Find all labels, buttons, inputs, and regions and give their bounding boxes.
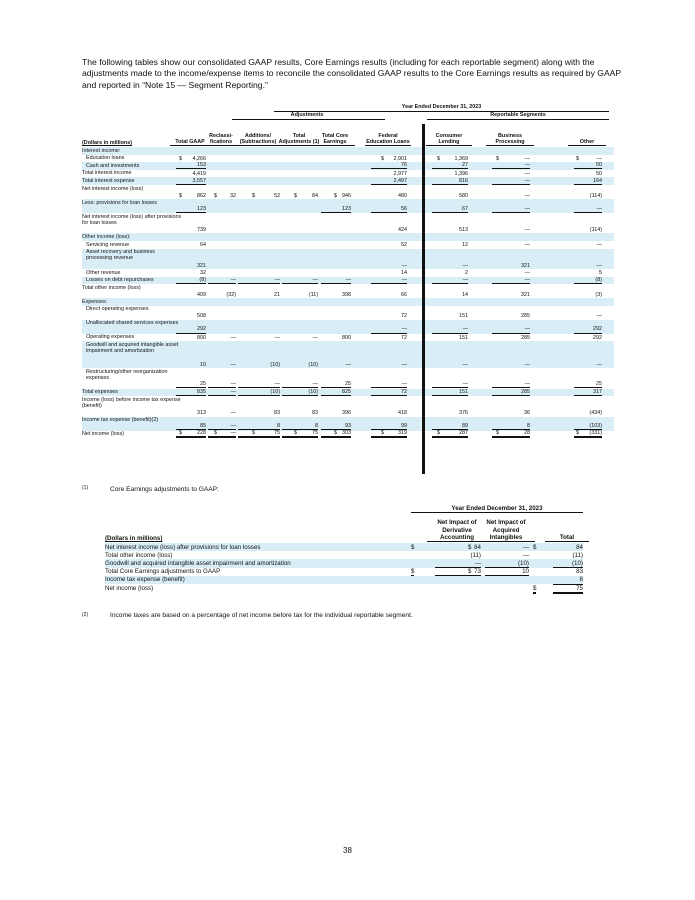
table1-cell: 409 — [197, 291, 206, 298]
table1-row-label: Total interest expense — [82, 177, 135, 184]
table1-row-label: Interest income: — [82, 147, 121, 154]
table1-cell: 25 — [574, 381, 602, 388]
table1-row — [82, 147, 614, 155]
table1-period-header: Year Ended December 31, 2023 — [401, 104, 482, 110]
table1-cell: 67 — [432, 206, 468, 213]
table1-cell: — — [208, 430, 236, 438]
dollar-sign: $ — [496, 430, 499, 438]
table1-cell: — — [524, 192, 530, 199]
table1-row — [82, 185, 614, 199]
table2-col-header-text: Net Impact of Derivative Accounting — [437, 519, 477, 541]
dollar-sign: $ — [214, 192, 217, 199]
table1-cell: — — [208, 381, 236, 388]
table1-row — [82, 298, 614, 306]
table1-row-label: Direct operating expenses — [86, 306, 149, 313]
table1-cell: 25 — [321, 381, 351, 388]
table1-row — [82, 368, 614, 388]
table1-col-header-text: Total Core Earnings — [321, 132, 349, 145]
table1-col-header-text: Business Processing — [495, 132, 525, 145]
dollar-sign: $ — [179, 155, 182, 162]
table1-cell: 835 — [176, 389, 206, 396]
table1-row — [82, 320, 614, 334]
table1-row-label: Education loans — [86, 155, 125, 162]
table1-cell: 2,977 — [393, 171, 407, 177]
table2-col-header-text: Net Impact of Acquired Intangibles — [486, 519, 526, 541]
table1-row-label: Income tax expense (benefit)(2) — [82, 417, 159, 424]
table1-row — [82, 306, 614, 320]
table1-cell: 12 — [462, 242, 468, 249]
table2-row-label: Goodwill and acquired intangible asset impairment and amortization — [105, 559, 291, 567]
table2-cell: 84 — [474, 543, 481, 551]
table1-cell: 93 — [321, 423, 351, 430]
table1-cell: 123 — [176, 206, 206, 213]
table1-col-header-text: Other — [579, 138, 595, 145]
table1-row — [82, 334, 614, 342]
table2-row — [105, 568, 583, 576]
table1-cell: 52 — [274, 192, 280, 199]
table1-col-header — [315, 122, 355, 146]
table1-row-label: Total expenses — [82, 389, 118, 396]
table1-cell: — — [208, 277, 236, 284]
table1-col-header-text: Consumer Lending — [435, 132, 463, 145]
table1-col-header-text: Total GAAP — [175, 138, 205, 145]
table1-cell: 292 — [176, 326, 206, 333]
dollar-sign: $ — [179, 192, 182, 199]
table1-row-label: Less: provisions for loan losses — [82, 199, 157, 206]
dollar-sign: $ — [381, 430, 384, 438]
dollar-sign: $ — [334, 430, 337, 438]
table1-row-label: Goodwill and acquired intangible asset impairment and amortization — [86, 341, 179, 355]
table1-cell: 32 — [200, 270, 206, 277]
table2-cell: (11) — [470, 551, 481, 559]
segments-group-header: Reportable Segments — [490, 112, 546, 118]
table1-cell: 292 — [593, 335, 602, 341]
table1-cell: — — [492, 162, 530, 169]
table1-cell: — — [432, 326, 468, 333]
table1-row-label: Servicing revenue — [86, 241, 130, 248]
table1-cell: 2 — [465, 270, 468, 277]
table1-cell: 50 — [574, 162, 602, 169]
table1-cell: — — [401, 361, 407, 368]
table1-cell: — — [596, 262, 602, 269]
table2-dollars-label: (Dollars in millions) — [105, 535, 163, 542]
table1-cell: (8) — [176, 277, 206, 284]
table1-cell: 3,557 — [176, 178, 206, 185]
table1-row — [82, 170, 614, 178]
table1-cell: 50 — [596, 171, 602, 177]
table1-cell: — — [238, 381, 280, 388]
table1-col-header — [426, 122, 472, 146]
dollar-sign: $ — [411, 543, 415, 551]
table1-row-label: Restructuring/other reorganization expenses — [86, 368, 168, 381]
table1-cell: 151 — [432, 389, 468, 396]
table2-cell: 8 — [553, 576, 583, 584]
table1-row — [82, 241, 614, 249]
table1-cell: — — [492, 277, 530, 284]
table1-cell: 72 — [371, 389, 407, 396]
table2-cell: 84 — [576, 543, 583, 551]
table1-col-header — [568, 122, 606, 146]
dollar-sign: $ — [468, 543, 472, 551]
table1-cell: — — [596, 361, 602, 368]
table1-cell: 99 — [371, 423, 407, 430]
table1-col-header-text: Total Adjustments (1) — [278, 132, 320, 145]
table1-row — [82, 396, 614, 416]
table1-cell: 285 — [521, 335, 530, 341]
table2-cell: 10 — [485, 568, 529, 577]
table1-cell: (10) — [270, 361, 280, 368]
dollar-sign: $ — [496, 155, 499, 162]
table1-cell: 32 — [230, 192, 236, 199]
table1-cell: (10) — [282, 389, 318, 396]
table1-cell: — — [371, 326, 407, 333]
table1-cell: 76 — [371, 162, 407, 169]
table1-cell: — — [321, 277, 351, 284]
dollar-sign: $ — [252, 430, 255, 438]
table1-cell: 424 — [398, 227, 407, 233]
table1-row-label: Expenses: — [82, 298, 108, 305]
table1-cell: — — [282, 381, 318, 388]
table1-cell: — — [492, 206, 530, 213]
table1-cell: 303 — [321, 430, 351, 438]
table1-cell: — — [230, 361, 236, 368]
table1-cell: 89 — [432, 423, 468, 430]
table1-row — [82, 199, 614, 213]
table1-cell: 321 — [197, 262, 206, 269]
table1-cell: — — [596, 313, 602, 320]
table1-cell: 164 — [574, 178, 602, 185]
table1-cell: — — [432, 381, 468, 388]
table1-cell: 75 — [282, 430, 318, 438]
table1-cell: 580 — [459, 192, 468, 199]
segment-divider — [422, 124, 425, 474]
table1-row-label: Other income (loss): — [82, 233, 131, 240]
dollar-sign: $ — [576, 155, 579, 162]
table1-col-header — [365, 122, 411, 146]
table1-cell: — — [524, 270, 530, 277]
table1-cell: 56 — [371, 206, 407, 213]
table1-cell: (434) — [589, 410, 602, 417]
table1-cell: — — [371, 277, 407, 284]
table2-cell: 73 — [435, 568, 481, 577]
table1-cell: — — [208, 389, 236, 396]
table1-cell: 123 — [321, 206, 351, 213]
table1-cell: — — [230, 410, 236, 417]
table1-row-label: Losses on debt repurchases — [86, 277, 154, 284]
table1-cell: 14 — [462, 291, 468, 298]
table1-row-label: Income (loss) before income tax expense (benefit) — [82, 396, 181, 409]
table1-cell: 313 — [197, 410, 206, 417]
table1-row-label: Unallocated shared services expenses — [86, 320, 179, 327]
table1-cell: — — [401, 262, 407, 269]
table1-cell: 8 — [238, 423, 280, 430]
table1-cell: 1,369 — [454, 155, 468, 162]
table1-row-label: Total other income (loss) — [82, 284, 141, 291]
table2-row-label: Total Core Earnings adjustments to GAAP — [105, 568, 221, 576]
dollars-in-millions-label: (Dollars in millions) — [82, 140, 133, 146]
table1-cell: — — [282, 277, 318, 284]
table1-cell: 25 — [176, 381, 206, 388]
table1-cell: 14 — [401, 270, 407, 277]
table1-cell: 83 — [274, 410, 280, 417]
table1-cell: 72 — [401, 335, 407, 341]
dollar-sign: $ — [533, 585, 536, 594]
table2-row-label: Income tax expense (benefit) — [105, 576, 185, 584]
table1-col-header-text: Reclassi-fications — [209, 132, 233, 145]
table1-cell: 4,266 — [192, 155, 206, 162]
table1-row-label: Net interest income (loss) — [82, 185, 144, 192]
table1-cell: — — [524, 361, 530, 368]
table1-col-header — [486, 122, 534, 146]
table1-cell: 72 — [401, 313, 407, 320]
table1-cell: — — [574, 206, 602, 213]
table1-row — [82, 155, 614, 163]
table1-cell: — — [208, 423, 236, 430]
table2-row — [105, 584, 583, 592]
adjustments-group-header: Adjustments — [290, 112, 324, 118]
table2-col-header-text: Total — [559, 533, 575, 541]
table1-cell: (11) — [308, 291, 318, 298]
table1-row — [82, 431, 614, 439]
table1-cell: 800 — [342, 335, 351, 341]
table1-row-label: Other revenue — [86, 269, 121, 276]
table1-row — [82, 162, 614, 170]
table1-cell: 800 — [197, 335, 206, 341]
table1-cell: (3) — [595, 291, 602, 298]
table1-cell: 739 — [197, 227, 206, 233]
dollar-sign: $ — [533, 543, 537, 551]
table1-cell: 85 — [176, 423, 206, 430]
table1-cell: — — [274, 335, 280, 341]
table2-cell: — — [522, 543, 529, 551]
table2-cell: — — [522, 551, 529, 559]
table1-cell: (114) — [589, 227, 602, 233]
intro-paragraph: The following tables show our consolidated GAAP results, Core Earnings results (including for each reportable segment) along with the adjustments made to the income/expense items to reconcile the consolidated GAAP results to the Core Earnings results as required by GAAP and reported in “Note 15 — Segment Reporting.” — [82, 57, 621, 90]
table1-cell: — — [596, 155, 602, 162]
table1-cell: — — [596, 242, 602, 249]
table1-cell: — — [230, 335, 236, 341]
table1-cell: 480 — [398, 192, 407, 199]
table1-cell: — — [432, 277, 468, 284]
dollar-sign: $ — [381, 155, 384, 162]
dollar-sign: $ — [437, 430, 440, 438]
table1-cell: 21 — [274, 291, 280, 298]
footnote2-text: Income taxes are based on a percentage of net income before tax for the individual reportable segment. — [110, 612, 413, 619]
table1-cell: — — [524, 171, 530, 177]
dollar-sign: $ — [294, 192, 297, 199]
table1-cell: — — [238, 277, 280, 284]
table1-cell: (331) — [574, 430, 602, 438]
table1-row — [82, 213, 614, 233]
table2-cell: (10) — [485, 560, 529, 568]
table1-row — [82, 269, 614, 277]
table1-cell: — — [345, 361, 351, 368]
table1-cell: 10 — [200, 361, 206, 368]
table1-row — [82, 389, 614, 397]
table1-cell: (10) — [308, 361, 318, 368]
dollar-sign: $ — [252, 192, 255, 199]
table2-row — [105, 551, 583, 559]
table1-cell: 28 — [492, 430, 530, 438]
table1-cell: — — [371, 381, 407, 388]
table1-cell: — — [524, 227, 530, 233]
table2-row — [105, 543, 583, 551]
table1-row-label: Operating expenses — [86, 334, 135, 341]
table1-cell: 825 — [321, 389, 351, 396]
table1-row — [82, 277, 614, 285]
table2-row — [105, 559, 583, 567]
table1-cell: 8 — [282, 423, 318, 430]
table1-cell: 285 — [521, 313, 530, 320]
table1-row-label: Total interest income — [82, 170, 132, 177]
table2-period-header: Year Ended December 31, 2023 — [451, 505, 543, 512]
table1-cell: 317 — [574, 389, 602, 396]
table1-cell: — — [462, 262, 468, 269]
page-number: 38 — [343, 846, 352, 855]
table1-row — [82, 284, 614, 298]
table1-row-label: Net interest income (loss) after provisions for loan losses — [82, 213, 182, 226]
table2-cell: 75 — [553, 585, 583, 594]
table2-row-label: Net income (loss) — [105, 584, 154, 592]
table1-row — [82, 249, 614, 269]
table1-cell: — — [492, 326, 530, 333]
table1-cell: 376 — [459, 410, 468, 417]
table1-cell: 946 — [342, 192, 351, 199]
table1-cell: 292 — [574, 326, 602, 333]
table1-cell: 396 — [342, 410, 351, 417]
table1-cell: — — [492, 381, 530, 388]
table1-cell: 398 — [342, 291, 351, 298]
table1-cell: 2,497 — [371, 178, 407, 185]
table1-cell: — — [524, 242, 530, 249]
table1-cell: 287 — [432, 430, 468, 438]
table1-cell: (114) — [589, 192, 602, 199]
table1-cell: 66 — [401, 291, 407, 298]
table1-cell: 508 — [197, 313, 206, 320]
table1-cell: 75 — [238, 430, 280, 438]
table1-cell: (10) — [238, 389, 280, 396]
table1-cell: 513 — [459, 227, 468, 233]
table2-col-header — [545, 513, 589, 542]
table1-cell: — — [524, 155, 530, 162]
table1-row — [82, 177, 614, 185]
table2-cell: (11) — [572, 551, 583, 559]
dollar-sign: $ — [576, 430, 579, 438]
table1-row — [82, 417, 614, 431]
table1-cell: 151 — [459, 335, 468, 341]
table2-col-header — [477, 513, 535, 542]
dollar-sign: $ — [468, 568, 471, 577]
table1-row-label: Asset recovery and business processing revenue — [86, 249, 155, 262]
table1-row — [82, 233, 614, 241]
dollar-sign: $ — [437, 155, 440, 162]
table2-cell: 83 — [576, 568, 583, 576]
table1-cell: — — [462, 361, 468, 368]
table2-row-label: Net interest income (loss) after provisions for loan losses — [105, 543, 261, 551]
footnote2-mark: (2) — [82, 612, 89, 618]
table2-cell: — — [435, 560, 481, 568]
table1-cell: 285 — [492, 389, 530, 396]
table1-cell: 321 — [521, 262, 530, 269]
table1-col-header-text: Additions/ (Subtractions) — [239, 132, 277, 145]
dollar-sign: $ — [334, 192, 337, 199]
table1-cell: — — [492, 178, 530, 185]
footnote1-text: Core Earnings adjustments to GAAP: — [110, 486, 219, 493]
table1-cell: 84 — [312, 192, 318, 199]
table1-cell: (103) — [574, 423, 602, 430]
table1-cell: (32) — [226, 291, 236, 298]
table1-cell: 27 — [432, 162, 468, 169]
table2-row — [105, 576, 583, 584]
table2-cell: (10) — [553, 560, 583, 568]
table2-row-label: Total other income (loss) — [105, 551, 173, 559]
table1-cell: 816 — [432, 178, 468, 185]
table1-cell: 321 — [521, 291, 530, 298]
table1-cell: — — [312, 335, 318, 341]
table1-cell: 64 — [200, 242, 206, 249]
table1-cell: 52 — [401, 242, 407, 249]
table1-cell: (8) — [574, 277, 602, 284]
table1-cell: 8 — [492, 423, 530, 430]
table1-cell: 319 — [371, 430, 407, 438]
table1-cell: 228 — [176, 430, 206, 438]
table1-cell: 862 — [197, 192, 206, 199]
table1-cell: 83 — [312, 410, 318, 417]
table1-cell: 2,901 — [393, 155, 407, 162]
dollar-sign: $ — [214, 430, 217, 438]
table1-cell: 1,396 — [454, 171, 468, 177]
table1-row-label: Cash and investments — [86, 162, 140, 169]
dollar-sign: $ — [294, 430, 297, 438]
table1-cell: 418 — [398, 410, 407, 417]
dollar-sign: $ — [179, 430, 182, 438]
table1-cell: 151 — [459, 313, 468, 320]
dollar-sign: $ — [411, 568, 414, 577]
table1-cell: 36 — [524, 410, 530, 417]
footnote1-mark: (1) — [82, 485, 89, 491]
table1-row-label: Net income (loss) — [82, 431, 124, 438]
table1-row — [82, 341, 614, 368]
table1-cell: 4,419 — [192, 171, 206, 177]
table1-cell: 153 — [176, 162, 206, 169]
table1-col-header-text: Federal Education Loans — [366, 132, 410, 145]
table1-cell: 5 — [599, 270, 602, 277]
